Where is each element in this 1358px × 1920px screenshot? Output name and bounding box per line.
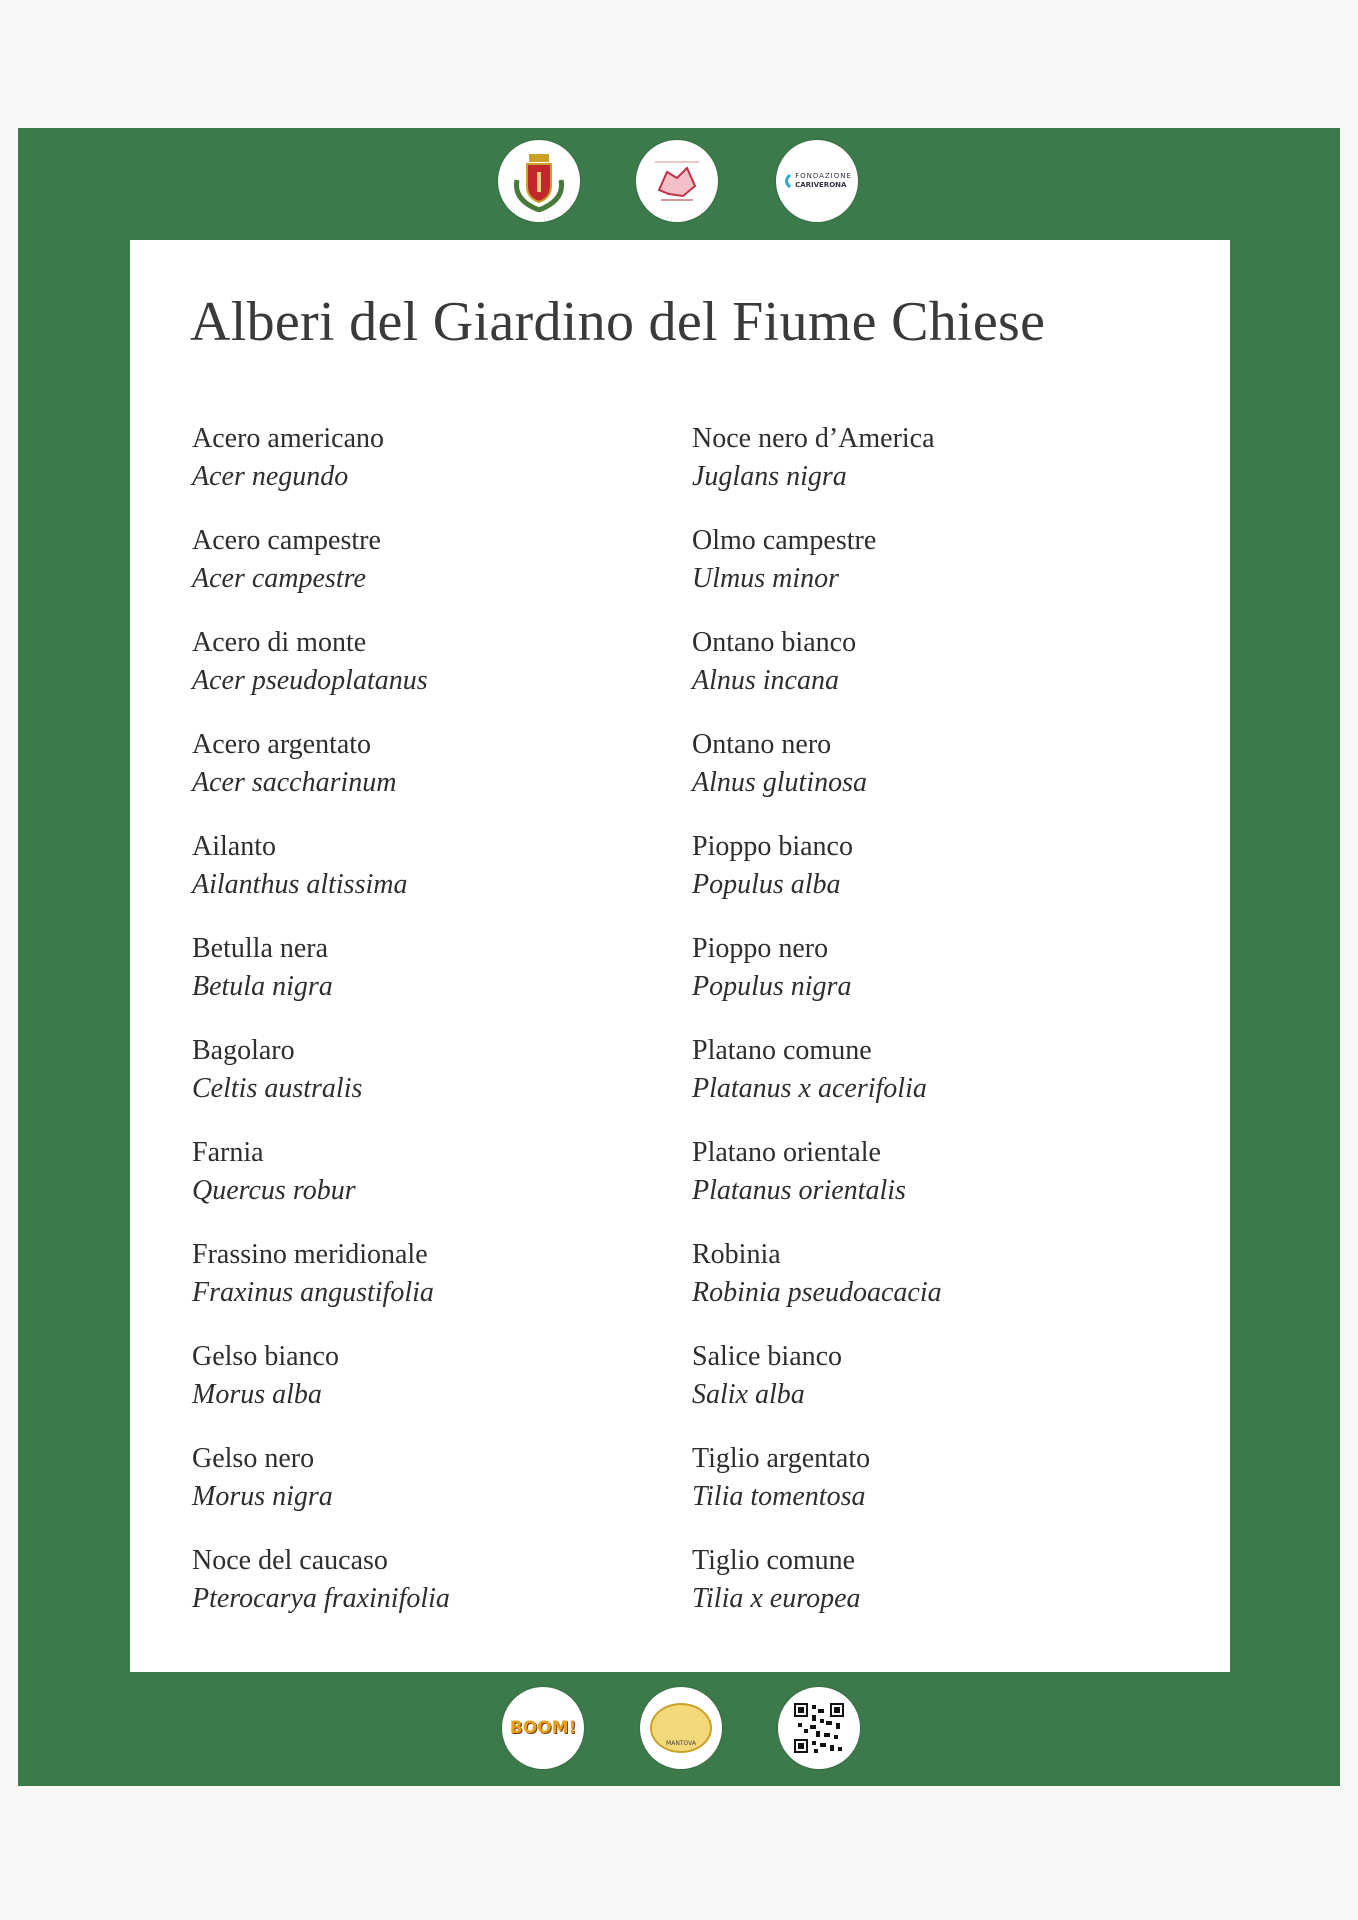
municipal-coat-of-arms-icon bbox=[498, 140, 580, 222]
list-item bbox=[692, 522, 942, 624]
list-item bbox=[192, 726, 450, 828]
common-name: Acero campestre bbox=[192, 525, 381, 556]
latin-name: Betula nigra bbox=[192, 971, 333, 1002]
common-name: Olmo campestre bbox=[692, 525, 877, 556]
bottom-logo-row bbox=[0, 1687, 1358, 1777]
latin-name: Acer pseudoplatanus bbox=[192, 665, 428, 696]
qr-code-icon bbox=[778, 1687, 860, 1769]
common-name: Pioppo bianco bbox=[692, 831, 853, 862]
common-name: Bagolaro bbox=[192, 1035, 295, 1066]
list-item bbox=[192, 1236, 450, 1338]
list-item bbox=[192, 1338, 450, 1440]
list-item bbox=[192, 1542, 450, 1644]
common-name: Acero americano bbox=[192, 423, 384, 454]
list-item bbox=[192, 624, 450, 726]
common-name: Noce nero d’America bbox=[692, 423, 935, 454]
page-title: Alberi del Giardino del Fiume Chiese bbox=[190, 291, 1046, 353]
list-item bbox=[192, 1032, 450, 1134]
latin-name: Acer negundo bbox=[192, 461, 349, 492]
latin-name: Alnus incana bbox=[692, 665, 839, 696]
list-item bbox=[192, 1134, 450, 1236]
list-item bbox=[692, 930, 942, 1032]
list-item bbox=[692, 1542, 942, 1644]
latin-name: Tilia tomentosa bbox=[692, 1481, 866, 1512]
logo-text-line1: FONDAZIONE bbox=[795, 172, 852, 180]
boom-logo-text: BOOM! bbox=[509, 1718, 577, 1738]
common-name: Tiglio argentato bbox=[692, 1443, 871, 1474]
common-name: Salice bianco bbox=[692, 1341, 843, 1372]
list-item bbox=[692, 726, 942, 828]
list-item bbox=[192, 930, 450, 1032]
latin-name: Populus nigra bbox=[692, 971, 852, 1002]
list-item bbox=[692, 1236, 942, 1338]
list-item bbox=[692, 1134, 942, 1236]
latin-name: Ulmus minor bbox=[692, 563, 840, 594]
latin-name: Robinia pseudoacacia bbox=[692, 1277, 942, 1308]
common-name: Gelso bianco bbox=[192, 1341, 339, 1372]
latin-name: Ailanthus altissima bbox=[192, 869, 408, 900]
list-item bbox=[692, 1032, 942, 1134]
common-name: Platano orientale bbox=[692, 1137, 881, 1168]
common-name: Pioppo nero bbox=[692, 933, 829, 964]
common-name: Farnia bbox=[192, 1137, 264, 1168]
latin-name: Morus nigra bbox=[192, 1481, 333, 1512]
list-item bbox=[692, 624, 942, 726]
boom-logo-icon bbox=[502, 1687, 584, 1769]
common-name: Noce del caucaso bbox=[192, 1545, 388, 1576]
left-column bbox=[192, 420, 450, 1644]
latin-name: Fraxinus angustifolia bbox=[192, 1277, 434, 1308]
common-name: Robinia bbox=[692, 1239, 781, 1270]
latin-name: Salix alba bbox=[692, 1379, 805, 1410]
common-name: Tiglio comune bbox=[692, 1545, 856, 1576]
latin-name: Morus alba bbox=[192, 1379, 322, 1410]
latin-name: Juglans nigra bbox=[692, 461, 847, 492]
common-name: Acero argentato bbox=[192, 729, 372, 760]
list-item bbox=[192, 1440, 450, 1542]
latin-name: Acer campestre bbox=[192, 563, 366, 594]
association-badge-icon bbox=[640, 1687, 722, 1769]
list-item bbox=[192, 522, 450, 624]
list-item bbox=[192, 828, 450, 930]
latin-name: Populus alba bbox=[692, 869, 841, 900]
common-name: Betulla nera bbox=[192, 933, 329, 964]
logo-text-line2: CARIVERONA bbox=[795, 181, 847, 189]
common-name: Platano comune bbox=[692, 1035, 872, 1066]
list-item bbox=[692, 1338, 942, 1440]
top-logo-row bbox=[0, 140, 1358, 230]
fondazione-cariverona-logo-icon bbox=[776, 140, 858, 222]
list-item bbox=[692, 1440, 942, 1542]
latin-name: Acer saccharinum bbox=[192, 767, 397, 798]
list-item bbox=[692, 420, 942, 522]
regional-map-logo-icon bbox=[636, 140, 718, 222]
common-name: Acero di monte bbox=[192, 627, 367, 658]
latin-name: Alnus glutinosa bbox=[692, 767, 868, 798]
list-item bbox=[692, 828, 942, 930]
latin-name: Tilia x europea bbox=[692, 1583, 861, 1614]
common-name: Ailanto bbox=[192, 831, 276, 862]
latin-name: Pterocarya fraxinifolia bbox=[192, 1583, 450, 1614]
common-name: Gelso nero bbox=[192, 1443, 315, 1474]
common-name: Ontano bianco bbox=[692, 627, 857, 658]
latin-name: Quercus robur bbox=[192, 1175, 356, 1206]
latin-name: Platanus orientalis bbox=[692, 1175, 906, 1206]
right-column bbox=[692, 420, 942, 1644]
latin-name: Celtis australis bbox=[192, 1073, 363, 1104]
latin-name: Platanus x acerifolia bbox=[692, 1073, 927, 1104]
badge-text: MANTOVA bbox=[666, 1740, 696, 1747]
common-name: Ontano nero bbox=[692, 729, 832, 760]
list-item bbox=[192, 420, 450, 522]
common-name: Frassino meridionale bbox=[192, 1239, 428, 1270]
